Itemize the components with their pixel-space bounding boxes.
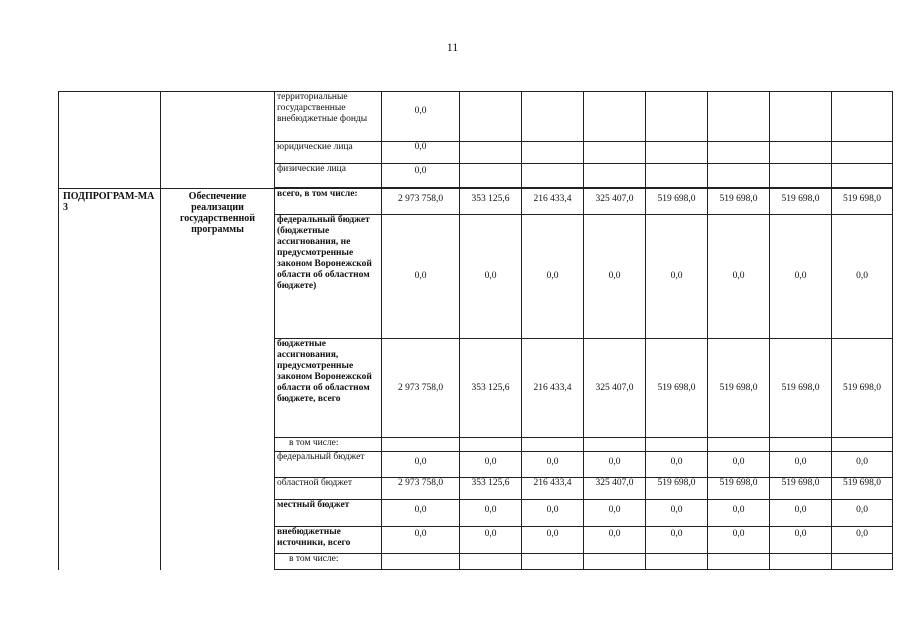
value-cell: 519 698,0 — [832, 189, 893, 215]
value-cell: 519 698,0 — [708, 189, 770, 215]
value-cell: 0,0 — [832, 500, 893, 527]
value-cell: 0,0 — [584, 215, 646, 339]
source-label: юридические лица — [275, 142, 382, 164]
value-cell: 0,0 — [708, 500, 770, 527]
subprogram-name: Обеспечение реализации государственной программы — [161, 189, 275, 570]
source-label: в том числе: — [275, 554, 382, 570]
value-cell: 519 698,0 — [770, 478, 832, 500]
value-cell: 353 125,6 — [460, 339, 522, 438]
value-cell: 353 125,6 — [460, 189, 522, 215]
value-cell: 519 698,0 — [770, 189, 832, 215]
value-cell: 0,0 — [584, 527, 646, 554]
source-label: физические лица — [275, 164, 382, 188]
value-cell: 0,0 — [382, 164, 460, 188]
value-cell: 216 433,4 — [522, 478, 584, 500]
subprogram-code: ПОДПРОГРАМ-МА 3 — [59, 189, 161, 570]
value-cell: 0,0 — [584, 452, 646, 478]
value-cell: 0,0 — [382, 500, 460, 527]
value-cell: 0,0 — [708, 215, 770, 339]
value-cell: 0,0 — [770, 500, 832, 527]
value-cell: 0,0 — [460, 527, 522, 554]
table-row — [59, 189, 893, 215]
value-cell: 0,0 — [460, 500, 522, 527]
source-label: федеральный бюджет (бюджетные ассигнования, не предусмотренные законом Воронежской области об областном бюджете) — [275, 215, 382, 339]
value-cell: 0,0 — [646, 500, 708, 527]
value-cell: 0,0 — [770, 452, 832, 478]
value-cell: 216 433,4 — [522, 339, 584, 438]
page-number: 11 — [446, 40, 459, 54]
value-cell: 2 973 758,0 — [382, 189, 460, 215]
value-cell: 0,0 — [646, 452, 708, 478]
value-cell: 325 407,0 — [584, 478, 646, 500]
value-cell: 0,0 — [832, 215, 893, 339]
value-cell: 0,0 — [522, 500, 584, 527]
value-cell: 0,0 — [522, 452, 584, 478]
table-row — [59, 92, 893, 142]
value-cell: 2 973 758,0 — [382, 339, 460, 438]
value-cell: 0,0 — [646, 215, 708, 339]
value-cell: 0,0 — [522, 215, 584, 339]
value-cell: 0,0 — [708, 527, 770, 554]
value-cell: 0,0 — [646, 527, 708, 554]
source-label: в том числе: — [275, 438, 382, 452]
value-cell: 0,0 — [832, 452, 893, 478]
source-label: всего, в том числе: — [275, 189, 382, 215]
source-label: областной бюджет — [275, 478, 382, 500]
value-cell: 0,0 — [770, 527, 832, 554]
value-cell: 0,0 — [832, 527, 893, 554]
source-label: федеральный бюджет — [275, 452, 382, 478]
value-cell: 519 698,0 — [832, 339, 893, 438]
value-cell: 2 973 758,0 — [382, 478, 460, 500]
source-label: бюджетные ассигнования, предусмотренные законом Воронежской области об областном бюджете, всего — [275, 339, 382, 438]
value-cell: 0,0 — [460, 452, 522, 478]
source-label: территориальные государственные внебюджетные фонды — [275, 92, 382, 142]
value-cell: 325 407,0 — [584, 339, 646, 438]
empty-cell — [161, 92, 275, 188]
value-cell: 216 433,4 — [522, 189, 584, 215]
source-label: внебюджетные источники, всего — [275, 527, 382, 554]
value-cell: 519 698,0 — [646, 189, 708, 215]
source-label: местный бюджет — [275, 500, 382, 527]
value-cell: 0,0 — [382, 92, 460, 142]
budget-table-subprogram-3 — [58, 188, 893, 570]
value-cell: 0,0 — [382, 452, 460, 478]
value-cell: 0,0 — [382, 142, 460, 164]
value-cell: 519 698,0 — [646, 478, 708, 500]
value-cell: 0,0 — [708, 452, 770, 478]
budget-table-top — [58, 91, 893, 188]
value-cell: 353 125,6 — [460, 478, 522, 500]
empty-cell — [59, 92, 161, 188]
value-cell: 519 698,0 — [832, 478, 893, 500]
value-cell: 0,0 — [460, 215, 522, 339]
value-cell: 325 407,0 — [584, 189, 646, 215]
value-cell: 0,0 — [522, 527, 584, 554]
value-cell: 519 698,0 — [708, 339, 770, 438]
value-cell: 519 698,0 — [708, 478, 770, 500]
value-cell: 0,0 — [382, 527, 460, 554]
value-cell: 0,0 — [770, 215, 832, 339]
value-cell: 519 698,0 — [646, 339, 708, 438]
value-cell: 0,0 — [584, 500, 646, 527]
value-cell: 0,0 — [382, 215, 460, 339]
value-cell: 519 698,0 — [770, 339, 832, 438]
